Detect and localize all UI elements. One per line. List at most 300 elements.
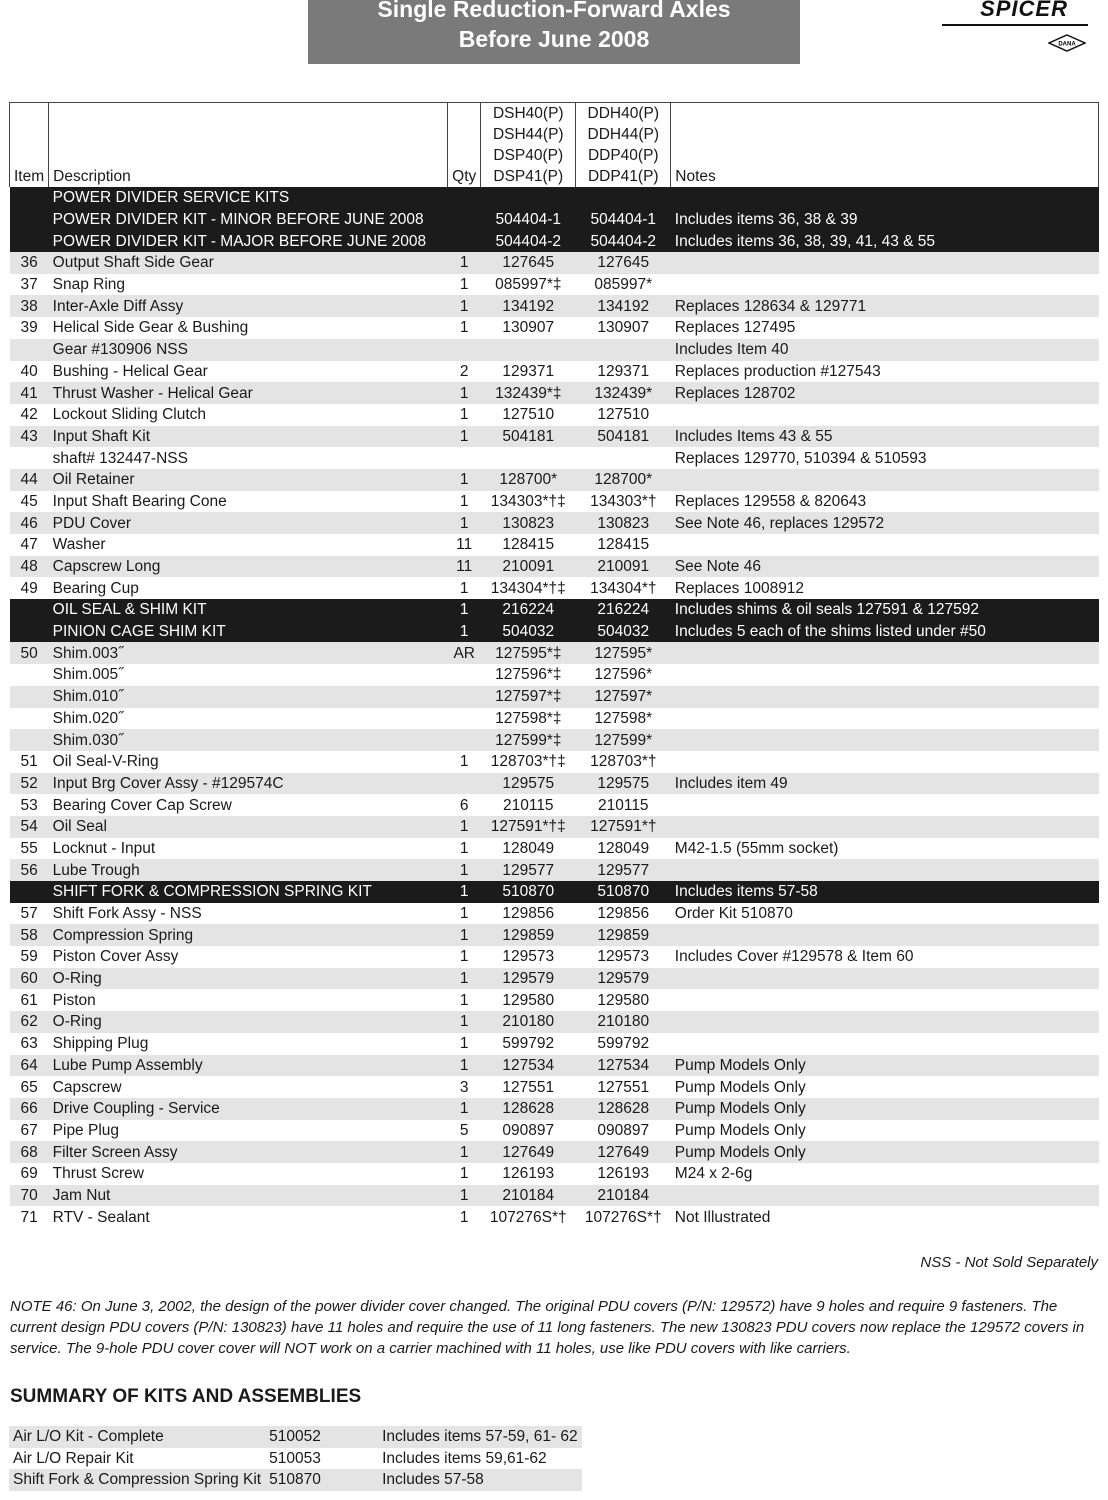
summary-row <box>9 1469 582 1491</box>
table-row <box>10 838 1099 860</box>
qty-cell: 1 <box>459 991 469 1009</box>
ddh-part-cell <box>576 187 671 209</box>
table-row <box>10 1120 1099 1142</box>
ddh-part-cell: 127599* <box>576 729 671 751</box>
col-ddh-models-header: DDH40(P) DDH44(P) DDP40(P) DDP41(P) <box>576 103 671 188</box>
dsh-part-cell: 126193 <box>502 1165 555 1183</box>
ddh-part-cell: 128628 <box>576 1098 671 1120</box>
table-row <box>10 773 1099 795</box>
description-cell: Shipping Plug <box>52 1035 149 1053</box>
table-row <box>10 946 1099 968</box>
ddh-part-cell: 134192 <box>576 295 671 317</box>
ddh-part-cell: 085997* <box>594 276 653 294</box>
ddh-part-cell <box>576 339 671 361</box>
item-cell <box>10 881 49 903</box>
dsh-part-cell: 504032 <box>481 621 576 643</box>
table-row <box>10 556 1099 578</box>
ddh-part-cell: 127534 <box>576 1055 671 1077</box>
item-cell: 64 <box>10 1055 49 1077</box>
dsh-part-cell: 107276S*† <box>489 1208 567 1226</box>
description-cell: Input Shaft Kit <box>49 426 448 448</box>
kit-row <box>10 621 1099 643</box>
dsh-part-cell: 127645 <box>481 252 576 274</box>
notes-cell: Includes items 57-58 <box>671 881 1099 903</box>
qty-cell: 2 <box>459 362 469 380</box>
item-cell <box>10 187 49 209</box>
item-cell: 52 <box>10 773 49 795</box>
notes-cell: Replaces 129770, 510394 & 510593 <box>674 449 927 467</box>
table-row <box>10 1011 1099 1033</box>
description-cell: POWER DIVIDER KIT - MAJOR BEFORE JUNE 2008 <box>49 230 448 252</box>
notes-cell <box>671 989 1099 1011</box>
item-cell: 66 <box>10 1098 49 1120</box>
notes-cell: Pump Models Only <box>671 1141 1099 1163</box>
svg-text:DANA: DANA <box>1058 41 1076 48</box>
notes-cell <box>671 1033 1099 1055</box>
notes-cell <box>671 642 1099 664</box>
qty-cell: 1 <box>448 968 481 990</box>
qty-cell: 1 <box>448 621 481 643</box>
notes-cell <box>671 664 1099 686</box>
ddh-part-cell: 129577 <box>576 859 671 881</box>
notes-cell <box>671 274 1099 296</box>
qty-cell: 1 <box>459 406 469 424</box>
table-row <box>10 404 1099 426</box>
brand-name: SPICER <box>980 0 1068 21</box>
item-cell: 38 <box>10 295 49 317</box>
item-cell: 40 <box>20 362 38 380</box>
dsh-part-cell: 216224 <box>481 599 576 621</box>
summary-part-number: 510870 <box>265 1469 378 1491</box>
ddh-part-cell: 127591*† <box>576 816 671 838</box>
item-cell <box>10 729 49 751</box>
ddh-part-cell: 210115 <box>597 796 649 814</box>
ddh-part-cell: 127595* <box>576 642 671 664</box>
description-cell: Thrust Screw <box>52 1165 144 1183</box>
table-row <box>10 989 1099 1011</box>
item-cell <box>10 599 49 621</box>
description-cell: Output Shaft Side Gear <box>49 252 448 274</box>
notes-cell: Includes item 49 <box>671 773 1099 795</box>
notes-cell <box>671 469 1099 491</box>
summary-kit-name: Air L/O Kit - Complete <box>9 1426 265 1448</box>
description-cell: O-Ring <box>49 1011 448 1033</box>
notes-cell: Includes Item 40 <box>671 339 1099 361</box>
notes-cell <box>671 968 1099 990</box>
dsh-part-cell: 129580 <box>502 991 555 1009</box>
item-cell: 61 <box>20 991 38 1009</box>
dsh-part-cell: 085997*‡ <box>495 276 562 294</box>
notes-cell: Order Kit 510870 <box>674 905 793 923</box>
qty-cell <box>448 708 481 730</box>
item-cell: 65 <box>20 1078 38 1096</box>
qty-cell: 1 <box>448 816 481 838</box>
dsh-part-cell: 599792 <box>502 1035 555 1053</box>
ddh-part-cell: 504032 <box>576 621 671 643</box>
table-row <box>10 317 1099 339</box>
ddh-part-cell: 126193 <box>597 1165 650 1183</box>
dsh-part-cell: 127597*‡ <box>481 686 576 708</box>
table-row <box>10 1206 1099 1228</box>
description-cell: PDU Cover <box>49 512 448 534</box>
dsh-part-cell: 210091 <box>481 556 576 578</box>
qty-cell: 1 <box>459 1208 469 1226</box>
ddh-part-cell: 129573 <box>597 948 650 966</box>
dsh-part-cell: 128049 <box>502 839 555 857</box>
item-cell: 46 <box>10 512 49 534</box>
notes-cell: Replaces 1008912 <box>674 579 805 597</box>
notes-cell: Not Illustrated <box>674 1208 771 1226</box>
table-row <box>10 642 1099 664</box>
summary-row <box>9 1426 582 1448</box>
qty-cell: 5 <box>459 1121 469 1139</box>
notes-cell <box>671 924 1099 946</box>
dsh-part-cell: 129579 <box>481 968 576 990</box>
dsh-part-cell: 127534 <box>481 1055 576 1077</box>
table-row <box>10 252 1099 274</box>
notes-cell: M24 x 2-6g <box>674 1165 753 1183</box>
notes-cell: Replaces 129558 & 820643 <box>674 492 867 510</box>
dsh-part-cell: 210184 <box>481 1185 576 1207</box>
table-row <box>10 382 1099 404</box>
dsh-part-cell: 129371 <box>502 362 555 380</box>
ddh-part-cell: 129580 <box>597 991 650 1009</box>
ddh-part-cell: 128703*† <box>590 753 657 771</box>
kit-row <box>10 881 1099 903</box>
item-cell: 53 <box>20 796 38 814</box>
dsh-part-cell: 128703*†‡ <box>490 753 566 771</box>
description-cell: Bearing Cover Cap Screw <box>52 796 232 814</box>
table-row <box>10 1185 1099 1207</box>
summary-part-number: 510053 <box>269 1449 321 1467</box>
title-line-1: Single Reduction-Forward Axles <box>377 0 731 22</box>
description-cell: Washer <box>52 536 106 554</box>
dsh-part-cell: 134304*†‡ <box>490 579 566 597</box>
dsh-part-cell: 130823 <box>481 512 576 534</box>
ddh-part-cell: 129859 <box>576 924 671 946</box>
description-cell: Input Shaft Bearing Cone <box>52 492 227 510</box>
dsh-part-cell: 129573 <box>502 948 555 966</box>
table-row <box>10 708 1099 730</box>
item-cell: 59 <box>20 948 38 966</box>
ddh-part-cell: 599792 <box>597 1035 650 1053</box>
description-cell: Capscrew Long <box>49 556 448 578</box>
notes-cell: See Note 46, replaces 129572 <box>671 512 1099 534</box>
ddh-part-cell: 132439* <box>576 382 671 404</box>
logo-rule <box>942 24 1088 26</box>
notes-cell: See Note 46 <box>671 556 1099 578</box>
qty-cell: 1 <box>448 1098 481 1120</box>
description-cell: shaft# 132447-NSS <box>52 449 188 467</box>
table-row <box>10 751 1099 773</box>
description-cell: Bushing - Helical Gear <box>52 362 208 380</box>
dsh-part-cell: 134192 <box>481 295 576 317</box>
dsh-part-cell: 129575 <box>481 773 576 795</box>
note-46: NOTE 46: On June 3, 2002, the design of the power divider cover changed. The original PDU covers (P/N: 129572) have 9 holes and require 9 fasteners. The current design PDU covers (P/N: 130823) have 11 holes and require the use of 11 long fasteners. The new 130823 PDU covers now replace the 129572 covers in service. The 9-hole PDU cover cover will NOT work on a carrier machined with 11 holes, use like PDU covers with like carriers. <box>10 1298 1085 1357</box>
notes-cell <box>671 252 1099 274</box>
dsh-part-cell: 504181 <box>481 426 576 448</box>
col-qty-header: Qty <box>448 103 481 188</box>
spicer-logo <box>940 0 1090 60</box>
ddh-part-cell: 127510 <box>597 406 650 424</box>
page-title <box>308 0 800 64</box>
notes-cell <box>671 729 1099 751</box>
table-row <box>10 859 1099 881</box>
description-cell: Oil Seal-V-Ring <box>52 753 159 771</box>
item-cell: 45 <box>20 492 38 510</box>
ddh-part-cell: 504181 <box>576 426 671 448</box>
item-cell: 69 <box>20 1165 38 1183</box>
notes-cell: Pump Models Only <box>674 1121 806 1139</box>
col-notes-header: Notes <box>671 103 1099 188</box>
qty-cell <box>448 447 481 469</box>
description-cell: Shim.010˝ <box>49 686 448 708</box>
item-cell <box>10 664 49 686</box>
ddh-part-cell: 130823 <box>576 512 671 534</box>
dsh-part-cell: 127510 <box>502 406 555 424</box>
ddh-part-cell: 130907 <box>597 319 650 337</box>
notes-cell <box>671 751 1099 773</box>
col-dsh-models-header: DSH40(P) DSH44(P) DSP40(P) DSP41(P) <box>481 103 576 188</box>
qty-cell: 1 <box>459 319 469 337</box>
table-row <box>10 426 1099 448</box>
notes-cell: Includes Cover #129578 & Item 60 <box>674 948 914 966</box>
notes-cell <box>671 794 1099 816</box>
table-row <box>10 924 1099 946</box>
description-cell: Shift Fork Assy - NSS <box>52 905 202 923</box>
notes-cell: Includes Items 43 & 55 <box>671 426 1099 448</box>
item-cell: 51 <box>20 753 38 771</box>
kit-row <box>10 599 1099 621</box>
notes-cell <box>671 816 1099 838</box>
table-row <box>10 794 1099 816</box>
summary-row <box>9 1448 582 1470</box>
description-cell: O-Ring <box>49 968 448 990</box>
item-cell: 62 <box>10 1011 49 1033</box>
description-cell: Lube Trough <box>49 859 448 881</box>
description-cell: Bearing Cup <box>52 579 139 597</box>
notes-cell <box>671 686 1099 708</box>
description-cell: Shim.003˝ <box>49 642 448 664</box>
qty-cell: 1 <box>459 276 469 294</box>
item-cell <box>10 708 49 730</box>
qty-cell: 1 <box>459 753 469 771</box>
col-item-header: Item <box>10 103 49 188</box>
item-cell: 44 <box>10 469 49 491</box>
ddh-part-cell: 134304*† <box>590 579 657 597</box>
dsh-part-cell: 127551 <box>502 1078 555 1096</box>
table-row <box>10 968 1099 990</box>
item-cell: 49 <box>20 579 38 597</box>
summary-kit-name: Air L/O Repair Kit <box>13 1449 134 1467</box>
qty-cell: AR <box>448 642 481 664</box>
dsh-part-cell <box>481 447 576 469</box>
notes-cell <box>671 1185 1099 1207</box>
item-cell: 56 <box>10 859 49 881</box>
notes-cell: Pump Models Only <box>671 1055 1099 1077</box>
qty-cell: 1 <box>459 1165 469 1183</box>
item-cell: 63 <box>20 1035 38 1053</box>
notes-cell <box>671 708 1099 730</box>
item-cell: 36 <box>10 252 49 274</box>
dsh-part-cell: 129856 <box>502 905 555 923</box>
item-cell: 55 <box>20 839 38 857</box>
qty-cell: 1 <box>448 881 481 903</box>
qty-cell: 3 <box>459 1078 469 1096</box>
col-description-header: Description <box>49 103 448 188</box>
nss-legend: NSS - Not Sold Separately <box>920 1254 1098 1271</box>
dsh-part-cell: 129577 <box>481 859 576 881</box>
summary-table <box>9 1426 582 1491</box>
summary-description: Includes items 57-59, 61- 62 <box>378 1426 582 1448</box>
qty-cell <box>448 339 481 361</box>
table-row <box>10 1098 1099 1120</box>
qty-cell: 1 <box>448 1011 481 1033</box>
ddh-part-cell: 210184 <box>576 1185 671 1207</box>
description-cell: Capscrew <box>52 1078 122 1096</box>
item-cell: 37 <box>20 276 38 294</box>
notes-cell <box>671 859 1099 881</box>
qty-cell: 1 <box>448 1185 481 1207</box>
dsh-part-cell: 510870 <box>481 881 576 903</box>
dsh-part-cell: 128700* <box>481 469 576 491</box>
qty-cell <box>448 664 481 686</box>
qty-cell: 1 <box>448 1055 481 1077</box>
ddh-part-cell: 127551 <box>597 1078 650 1096</box>
notes-cell: Includes items 36, 38 & 39 <box>671 209 1099 231</box>
dsh-part-cell: 127595*‡ <box>481 642 576 664</box>
notes-cell <box>671 534 1099 556</box>
qty-cell: 11 <box>456 536 473 554</box>
qty-cell: 6 <box>459 796 469 814</box>
description-cell: Shim.005˝ <box>52 666 124 684</box>
notes-cell: Replaces 128634 & 129771 <box>671 295 1099 317</box>
description-cell: Oil Seal <box>49 816 448 838</box>
ddh-part-cell: 504404-2 <box>576 230 671 252</box>
summary-description: Includes 57-58 <box>378 1469 582 1491</box>
table-row <box>10 729 1099 751</box>
item-cell: 43 <box>10 426 49 448</box>
table-row <box>10 686 1099 708</box>
qty-cell: 1 <box>448 295 481 317</box>
table-row <box>10 512 1099 534</box>
qty-cell: 1 <box>459 948 469 966</box>
qty-cell <box>448 209 481 231</box>
dsh-part-cell <box>481 187 576 209</box>
qty-cell: 11 <box>448 556 481 578</box>
item-cell: 68 <box>10 1141 49 1163</box>
qty-cell: 1 <box>448 252 481 274</box>
qty-cell <box>448 729 481 751</box>
description-cell: Helical Side Gear & Bushing <box>52 319 249 337</box>
item-cell <box>10 209 49 231</box>
dsh-part-cell <box>481 339 576 361</box>
dsh-part-cell: 504404-1 <box>481 209 576 231</box>
description-cell: SHIFT FORK & COMPRESSION SPRING KIT <box>49 881 448 903</box>
item-cell: 70 <box>10 1185 49 1207</box>
description-cell: Filter Screen Assy <box>49 1141 448 1163</box>
ddh-part-cell: 210180 <box>576 1011 671 1033</box>
description-cell: OIL SEAL & SHIM KIT <box>49 599 448 621</box>
dsh-part-cell: 127596*‡ <box>495 666 562 684</box>
qty-cell <box>448 773 481 795</box>
item-cell <box>10 230 49 252</box>
ddh-part-cell: 210091 <box>576 556 671 578</box>
qty-cell <box>448 686 481 708</box>
ddh-part-cell: 128049 <box>597 839 650 857</box>
notes-cell: Includes shims & oil seals 127591 & 127592 <box>671 599 1099 621</box>
table-row <box>10 295 1099 317</box>
item-cell: 58 <box>10 924 49 946</box>
table-row <box>10 491 1099 513</box>
table-row <box>10 361 1099 383</box>
description-cell: POWER DIVIDER SERVICE KITS <box>49 187 448 209</box>
table-header-row <box>10 103 1099 188</box>
dsh-part-cell: 127591*†‡ <box>481 816 576 838</box>
item-cell: 50 <box>10 642 49 664</box>
ddh-part-cell: 129371 <box>597 362 650 380</box>
description-cell: Inter-Axle Diff Assy <box>49 295 448 317</box>
item-cell <box>10 339 49 361</box>
kit-row <box>10 187 1099 209</box>
ddh-part-cell: 510870 <box>576 881 671 903</box>
qty-cell: 1 <box>459 839 469 857</box>
ddh-part-cell: 129579 <box>576 968 671 990</box>
description-cell: Locknut - Input <box>52 839 156 857</box>
ddh-part-cell: 107276S*† <box>584 1208 662 1226</box>
ddh-part-cell: 090897 <box>597 1121 650 1139</box>
summary-description: Includes items 59,61-62 <box>382 1449 547 1467</box>
qty-cell: 1 <box>459 492 469 510</box>
dsh-part-cell: 090897 <box>502 1121 555 1139</box>
dsh-part-cell: 129859 <box>481 924 576 946</box>
item-cell <box>10 447 49 469</box>
qty-cell: 1 <box>448 426 481 448</box>
qty-cell: 1 <box>448 924 481 946</box>
dsh-part-cell: 127598*‡ <box>495 709 562 727</box>
dsh-part-cell: 134303*†‡ <box>490 492 566 510</box>
qty-cell: 1 <box>448 859 481 881</box>
notes-cell: Replaces production #127543 <box>674 362 881 380</box>
description-cell: POWER DIVIDER KIT - MINOR BEFORE JUNE 2008 <box>49 209 448 231</box>
ddh-part-cell: 127596* <box>594 666 653 684</box>
table-row <box>10 447 1099 469</box>
ddh-part-cell: 134303*† <box>590 492 657 510</box>
description-cell: PINION CAGE SHIM KIT <box>49 621 448 643</box>
table-row <box>10 1033 1099 1055</box>
dana-diamond-icon <box>1048 34 1086 52</box>
item-cell <box>10 621 49 643</box>
description-cell: Thrust Washer - Helical Gear <box>49 382 448 404</box>
ddh-part-cell: 127597* <box>576 686 671 708</box>
dsh-part-cell: 210115 <box>502 796 554 814</box>
summary-kit-name: Shift Fork & Compression Spring Kit <box>9 1469 265 1491</box>
ddh-part-cell <box>576 447 671 469</box>
summary-part-number: 510052 <box>265 1426 378 1448</box>
dsh-part-cell: 128415 <box>502 536 555 554</box>
dsh-part-cell: 210180 <box>481 1011 576 1033</box>
item-cell: 54 <box>10 816 49 838</box>
table-row <box>10 816 1099 838</box>
parts-table <box>9 102 1099 1228</box>
qty-cell: 1 <box>448 599 481 621</box>
description-cell: Piston Cover Assy <box>52 948 179 966</box>
ddh-part-cell: 504404-1 <box>576 209 671 231</box>
item-cell: 47 <box>20 536 38 554</box>
qty-cell <box>448 187 481 209</box>
qty-cell: 1 <box>459 905 469 923</box>
description-cell: Input Brg Cover Assy - #129574C <box>49 773 448 795</box>
